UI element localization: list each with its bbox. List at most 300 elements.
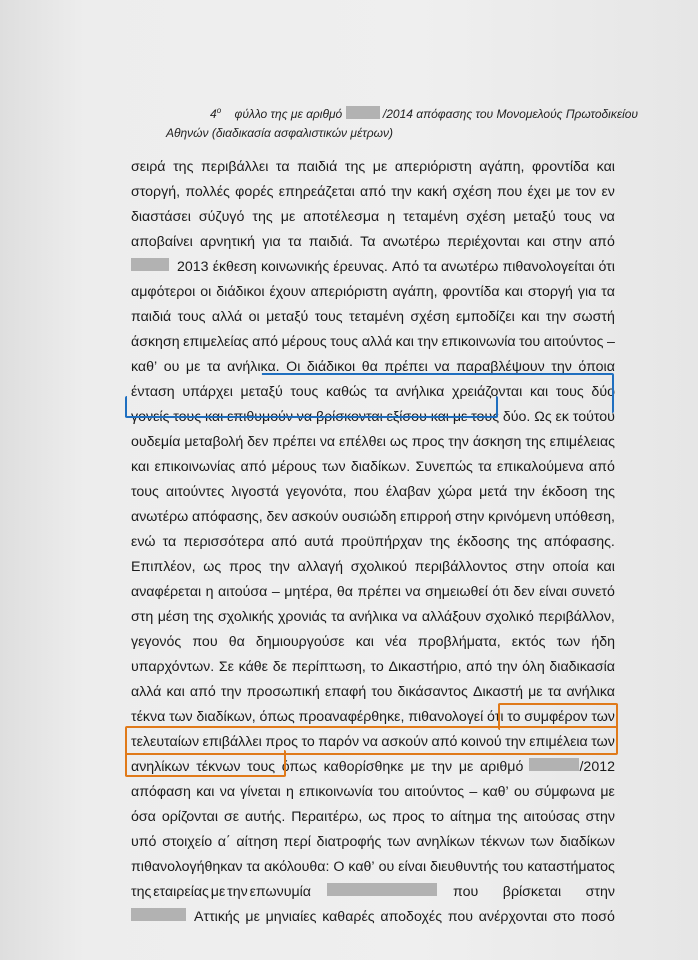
word: για — [577, 284, 597, 300]
word: και — [526, 234, 546, 250]
word: από — [589, 459, 615, 475]
word: θα — [336, 584, 353, 600]
word: αγάπη, — [392, 284, 438, 300]
word: εταιρείας — [153, 884, 209, 900]
word: που — [496, 184, 523, 200]
text-line — [131, 357, 615, 377]
word: πιθανολογεί — [408, 709, 484, 725]
word: με — [600, 784, 615, 800]
word: Τα — [360, 234, 376, 250]
word: γονείς — [131, 409, 170, 425]
word: καταστήματος — [527, 859, 615, 875]
word: σχολικής — [218, 609, 274, 625]
word: – — [271, 584, 280, 600]
word: προς — [392, 809, 425, 825]
word: επιμέλειας — [549, 434, 615, 450]
text-line-tail — [177, 257, 615, 277]
word: διαστάσει — [131, 209, 191, 225]
word: τους — [131, 484, 159, 500]
word: μεταξύ — [513, 209, 556, 225]
word: όσα — [131, 809, 156, 825]
word: προς — [411, 434, 445, 450]
word: τα — [478, 459, 492, 475]
word: κακή — [417, 184, 448, 200]
word: καθ’ — [348, 859, 375, 875]
word: από — [360, 184, 386, 200]
redacted-date — [131, 258, 169, 271]
word: πιθανολογείται — [502, 259, 595, 275]
text-line — [131, 507, 615, 527]
word: διάδικοι — [306, 359, 356, 375]
text-line — [131, 607, 615, 627]
word: την — [551, 359, 572, 375]
text-line — [131, 557, 615, 577]
word: προς — [265, 734, 298, 750]
word: στην — [585, 809, 615, 825]
word: ορίζονται — [161, 809, 218, 825]
word: διαδίκων. — [350, 459, 411, 475]
word: τεταμένη — [348, 309, 405, 325]
word: δύο — [591, 384, 615, 400]
word: των — [386, 834, 411, 850]
word: χώρα — [437, 484, 473, 500]
word: λιγοστά — [231, 484, 279, 500]
word: σχέση — [410, 309, 450, 325]
word: αιτούσα — [218, 584, 268, 600]
word: τον — [575, 184, 597, 200]
word: των — [321, 459, 346, 475]
word: την — [448, 434, 469, 450]
word: πολλές — [185, 184, 230, 200]
word: με — [452, 409, 468, 425]
text-line — [131, 382, 615, 402]
word: άσκηση — [131, 334, 180, 350]
text-line — [131, 207, 615, 227]
word: την — [431, 759, 453, 775]
word: δημιουργούσε — [255, 634, 345, 650]
word: της — [497, 809, 518, 825]
word: προαναφέρθηκε, — [298, 709, 405, 725]
word: θα — [228, 634, 245, 650]
redacted-case-number — [346, 106, 380, 119]
word: καθαρές — [322, 909, 375, 925]
word: είναι — [539, 584, 568, 600]
text-line — [131, 282, 615, 302]
word: ότι — [492, 584, 509, 600]
word: περισσότερα — [183, 534, 265, 550]
text-line — [131, 707, 615, 727]
word: ενώ — [131, 534, 156, 550]
word: ανήλικα — [395, 384, 445, 400]
word: σύζυγό — [198, 209, 245, 225]
word: της — [131, 884, 152, 900]
text-line — [131, 157, 615, 177]
word: των — [169, 709, 193, 725]
word: προσωπική — [246, 684, 320, 700]
word: Από — [392, 259, 420, 275]
word: του — [371, 684, 393, 700]
word: και — [430, 409, 449, 425]
word: υπάρχει — [182, 384, 233, 400]
word: Περαιτέρω, — [291, 809, 363, 825]
word: κρινόμενη — [488, 509, 551, 525]
word: της — [193, 609, 214, 625]
word: τα — [246, 859, 261, 875]
word: εκ — [555, 409, 569, 425]
word: σε — [223, 809, 240, 825]
word: να — [362, 734, 378, 750]
text-line — [131, 232, 615, 252]
word: περίπτωση, — [291, 659, 366, 675]
word: σημειωθεί — [425, 584, 488, 600]
word: με — [458, 759, 474, 775]
text-line-with-redaction — [131, 757, 615, 777]
word: οι — [200, 284, 212, 300]
word: η — [205, 584, 214, 600]
word: στην — [552, 234, 582, 250]
word: διαδίκων, — [196, 709, 256, 725]
word: των — [591, 709, 615, 725]
word: μετά — [479, 484, 508, 500]
word: τα — [206, 359, 221, 375]
word: επιμέλεια — [529, 734, 588, 750]
word: τα — [374, 384, 389, 400]
word: από — [466, 659, 493, 675]
word: ως — [389, 434, 408, 450]
word: εν — [601, 184, 615, 200]
word: στη — [131, 609, 154, 625]
text-line — [131, 857, 615, 877]
word: Σε — [218, 659, 234, 675]
word: και — [355, 634, 374, 650]
word: τα — [423, 259, 437, 275]
word: την — [269, 559, 290, 575]
word: επικοινωνίας — [154, 459, 236, 475]
redacted-location — [131, 908, 186, 921]
word: να — [219, 784, 236, 800]
word: ανέρχονται — [478, 909, 548, 925]
word: έκδοσης — [457, 534, 510, 550]
word: φορές — [235, 184, 274, 200]
word: τα — [547, 684, 562, 700]
page-number: 4 — [210, 107, 217, 121]
word: δύο. — [502, 409, 531, 425]
word: έλαβαν — [385, 484, 431, 500]
word: επιθυμούν — [227, 409, 293, 425]
word: έχουν — [269, 284, 306, 300]
word: για — [262, 234, 281, 250]
word: και — [529, 384, 549, 400]
word: στοιχείο — [162, 834, 213, 850]
word: σειρά — [131, 159, 166, 175]
word: ασκούν — [381, 734, 429, 750]
word: Οι — [286, 359, 301, 375]
word: αλλά — [211, 309, 243, 325]
word: ως — [203, 559, 222, 575]
word: Αττικής — [194, 909, 240, 925]
word: που — [192, 634, 218, 650]
word: – — [607, 334, 615, 350]
word: μεταξύ — [266, 309, 309, 325]
word: ουδεμία — [131, 434, 181, 450]
word: στην — [515, 559, 545, 575]
text-line — [131, 657, 615, 677]
word: της — [525, 434, 546, 450]
word: μέρους — [271, 459, 317, 475]
word: διαδικασία — [549, 659, 615, 675]
word: αποτέλεσμα — [303, 209, 380, 225]
word: αιτούντος — [404, 784, 465, 800]
word: επικοινωνία — [299, 784, 373, 800]
word: την — [417, 334, 439, 350]
word: όπως — [259, 709, 295, 725]
word: οι — [248, 309, 260, 325]
word: από — [271, 534, 298, 550]
word: μεταξύ — [240, 384, 283, 400]
word: παρόν — [318, 734, 360, 750]
word: των — [530, 834, 554, 850]
word: απόφασης. — [544, 534, 615, 550]
text-line-head — [131, 882, 311, 902]
word: όπως — [281, 759, 317, 775]
word: προς — [228, 559, 262, 575]
word: προϋπήρχαν — [340, 534, 423, 550]
word: περιβάλλοντος — [414, 559, 508, 575]
word: με — [555, 184, 571, 200]
word: δεν — [266, 509, 288, 525]
word: σχέση — [452, 184, 492, 200]
word: αλλάξουν — [421, 609, 481, 625]
word: βρίσκονται — [315, 409, 383, 425]
word: διατροφής — [316, 834, 382, 850]
word: ποσό — [580, 909, 615, 925]
word: αιτούσας — [523, 809, 580, 825]
word: καθορίσθηκε — [323, 759, 404, 775]
word: αλλά — [361, 334, 393, 350]
header-text-1: φύλλο της με αριθμό — [234, 107, 343, 121]
word: φροντίδα — [531, 159, 590, 175]
text-line-tail — [453, 882, 615, 902]
word: τους — [290, 384, 319, 400]
word: και — [596, 159, 615, 175]
word: τους — [471, 409, 500, 425]
decision-year: /2012 — [579, 759, 615, 775]
word: την — [514, 484, 535, 500]
word: την — [505, 734, 526, 750]
word: ουσιώδη — [341, 509, 397, 525]
word: δε — [272, 659, 287, 675]
page-header-line-1 — [210, 106, 638, 121]
word: Ο — [333, 859, 345, 875]
word: κοινού — [460, 734, 502, 750]
word: αρνητική — [200, 234, 255, 250]
word: τα — [331, 609, 345, 625]
word: απεριόριστη — [310, 284, 388, 300]
word: αριθμό — [479, 759, 524, 775]
text-line-tail — [194, 907, 615, 927]
word: αιτούντος — [543, 334, 604, 350]
word: έκδοση — [541, 484, 588, 500]
word: όλη — [522, 659, 545, 675]
word: – — [469, 784, 478, 800]
word: της — [429, 534, 450, 550]
text-line-head — [131, 757, 523, 777]
text-line — [131, 632, 615, 652]
word: ανήλικα. — [227, 359, 280, 375]
word: θα — [361, 359, 378, 375]
word: πρέπει — [357, 584, 401, 600]
word: της — [344, 159, 366, 175]
word: επιρροή — [400, 509, 452, 525]
word: έχει — [527, 184, 551, 200]
word: αυτής. — [245, 809, 286, 825]
word: με — [280, 209, 296, 225]
word: μέρους — [281, 334, 327, 350]
word: στο — [553, 909, 576, 925]
word: Δικαστήριο, — [388, 659, 462, 675]
word: ως — [368, 809, 387, 825]
word: από — [189, 684, 216, 700]
text-line-with-redaction — [131, 882, 615, 902]
word: επέλθει — [339, 434, 386, 450]
word: να — [434, 359, 450, 375]
word: ου — [513, 784, 530, 800]
word: μέση — [157, 609, 189, 625]
word: αποβαίνει — [131, 234, 193, 250]
word: ου — [163, 359, 180, 375]
word: τεταμένη — [403, 209, 459, 225]
word: αποδοχές — [380, 909, 443, 925]
word: του — [519, 334, 541, 350]
text-line — [131, 532, 615, 552]
word: εξίσου — [386, 409, 427, 425]
word: Συνεπώς — [415, 459, 473, 475]
header-court-procedure: Αθηνών (διαδικασία ασφαλιστικών μέτρων) — [166, 126, 393, 140]
word: την — [227, 884, 248, 900]
word: Ως — [534, 409, 552, 425]
redacted-decision-number — [529, 758, 579, 771]
text-line — [131, 407, 615, 427]
word: σχολικό — [485, 609, 534, 625]
word: τους — [330, 334, 359, 350]
word: των — [591, 734, 615, 750]
text-line — [131, 182, 615, 202]
word: γεγονός — [131, 634, 182, 650]
word: να — [405, 584, 421, 600]
word: από — [588, 234, 615, 250]
word: υπαρχόντων. — [131, 659, 215, 675]
word: επιμελείας — [183, 334, 249, 350]
word: μηνιαίες — [265, 909, 317, 925]
word: περιβάλλει — [200, 159, 269, 175]
text-line — [131, 457, 615, 477]
word: αίτηση — [236, 834, 278, 850]
word: πρέπει — [384, 359, 428, 375]
word: ακόλουθα: — [264, 859, 330, 875]
word: ήδη — [591, 634, 615, 650]
word: τελευταίων — [131, 734, 200, 750]
word: της — [173, 159, 194, 175]
word: με — [372, 159, 388, 175]
word: τους — [555, 384, 584, 400]
word: διαδίκων — [559, 834, 615, 850]
word: με — [185, 359, 201, 375]
word: να — [402, 609, 418, 625]
word: νέα — [385, 634, 407, 650]
word: παιδιά. — [308, 234, 353, 250]
word: με — [410, 759, 425, 775]
word: βρίσκεται — [502, 884, 562, 900]
word: αίτημα — [449, 809, 492, 825]
word: αμφότεροι — [131, 284, 196, 300]
word: επιβάλλει — [202, 734, 262, 750]
word: δεν — [247, 434, 269, 450]
word: είναι — [398, 859, 427, 875]
word: από — [252, 334, 279, 350]
word: περιβάλλον, — [538, 609, 615, 625]
word: Δικαστή — [472, 684, 523, 700]
word: έκθεση — [212, 259, 257, 275]
word: ανωτέρω — [382, 234, 440, 250]
word: η — [387, 209, 396, 225]
word: χρειάζονται — [452, 384, 523, 400]
word: υπόθεση, — [554, 509, 615, 525]
word: της — [594, 484, 615, 500]
word: και — [504, 284, 523, 300]
page-header-line-2 — [166, 126, 393, 140]
word: αυτά — [304, 534, 334, 550]
word: και — [196, 784, 215, 800]
text-line — [131, 582, 615, 602]
word: στοργή, — [131, 184, 181, 200]
word: σωστή — [572, 309, 615, 325]
word: επωνυμία — [249, 884, 311, 900]
word: την — [545, 309, 567, 325]
word: που — [447, 909, 474, 925]
word: ασκούν — [291, 509, 339, 525]
word: επηρεάζεται — [278, 184, 355, 200]
word: και — [395, 334, 414, 350]
word: ότι — [487, 709, 504, 725]
text-line — [131, 732, 615, 752]
word: αναφέρεται — [131, 584, 202, 600]
word: υπό — [131, 834, 157, 850]
word: ανωτέρω — [131, 509, 189, 525]
word: με — [210, 884, 226, 900]
word: άσκηση — [472, 434, 522, 450]
word: δικάσαντος — [397, 684, 468, 700]
word: ανήλικα — [566, 684, 615, 700]
word: αλλά — [131, 684, 162, 700]
word: φροντίδα — [442, 284, 500, 300]
word: τους — [563, 209, 592, 225]
word: τους — [173, 409, 202, 425]
word: γεγονότα, — [285, 484, 347, 500]
word: τα — [275, 159, 290, 175]
word: σχολικού — [350, 559, 407, 575]
word: επαφή — [325, 684, 367, 700]
text-line — [131, 682, 615, 702]
word: ανωτέρω — [441, 259, 499, 275]
word: παραβλέψουν — [456, 359, 545, 375]
word: και — [204, 409, 224, 425]
word: περιέχονται — [447, 234, 520, 250]
word: και — [166, 684, 185, 700]
word: έρευνας. — [333, 259, 388, 275]
word: αλλαγή — [297, 559, 343, 575]
word: κοινωνικής — [260, 259, 330, 275]
word: απόφασης, — [192, 509, 263, 525]
